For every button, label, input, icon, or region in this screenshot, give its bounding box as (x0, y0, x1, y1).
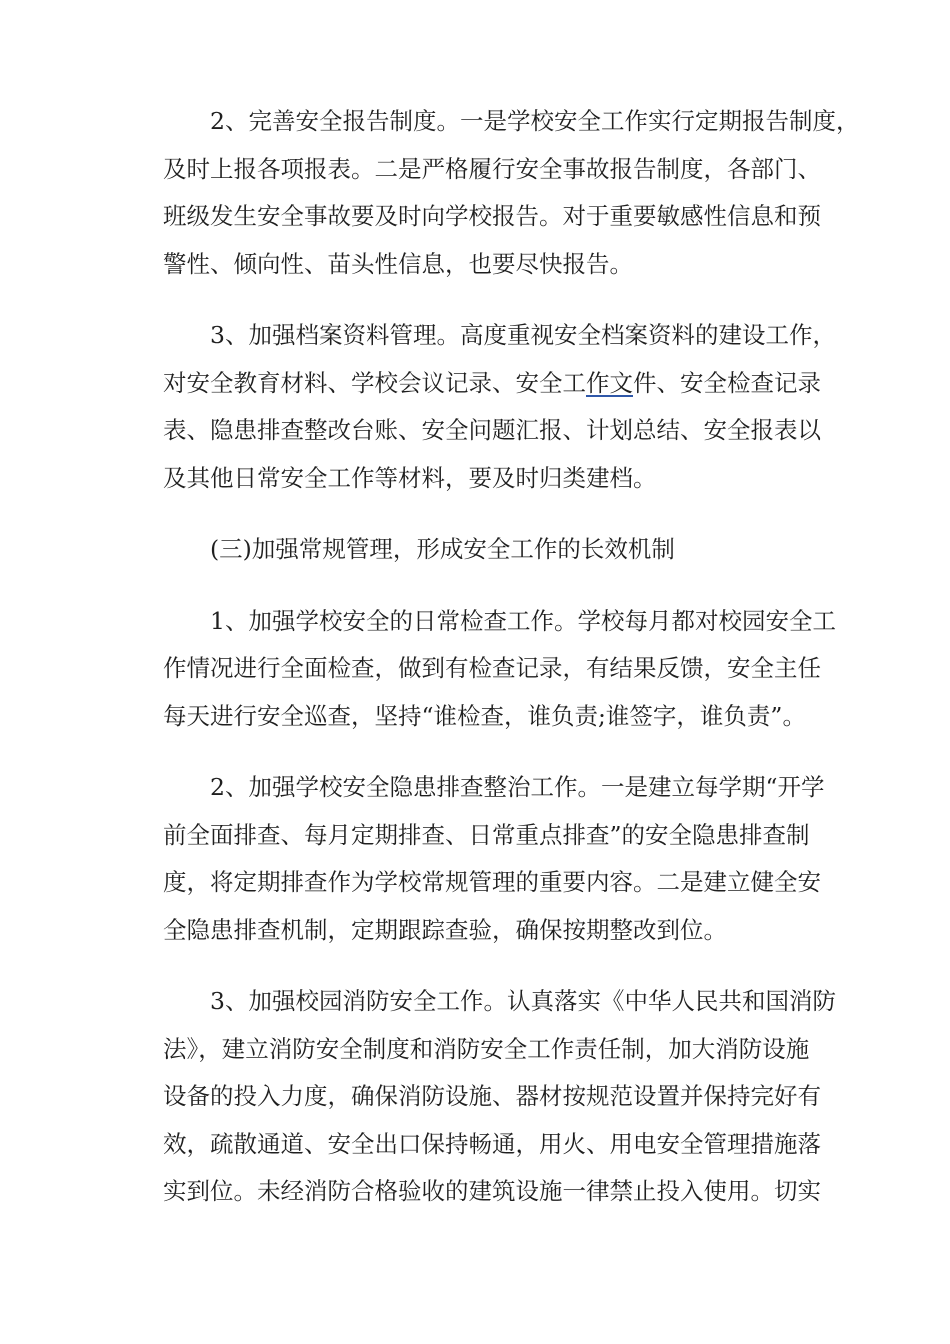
paragraph-fire-safety (163, 978, 836, 1216)
paragraph-line: 2、加强学校安全隐患排查整治工作。一是建立每学期“开学 (210, 773, 825, 801)
document-link[interactable]: 作文 (586, 368, 633, 397)
paragraph-archive-management (163, 312, 836, 502)
paragraph-line: 及时上报各项报表。二是严格履行安全事故报告制度，各部门、 (163, 154, 821, 183)
paragraph-line (163, 360, 821, 408)
section-heading-routine-management (163, 526, 803, 574)
paragraph-line: 设备的投入力度，确保消防设施、器材按规范设置并保持完好有 (163, 1082, 821, 1110)
paragraph-line: 全隐患排查机制，定期跟踪查验，确保按期整改到位。 (163, 915, 727, 944)
paragraph-line: 每天进行安全巡查，坚持“谁检查，谁负责;谁签字，谁负责”。 (163, 701, 806, 730)
body-text (163, 98, 860, 1240)
paragraph-line: 1、加强学校安全的日常检查工作。学校每月都对校园安全工 (210, 606, 836, 635)
section-heading: (三)加强常规管理，形成安全工作的长效机制 (210, 535, 675, 563)
paragraph-line: 实到位。未经消防合格验收的建筑设施一律禁止投入使用。切实 (163, 1177, 821, 1205)
paragraph-line: 效，疏散通道、安全出口保持畅通，用火、用电安全管理措施落 (163, 1129, 821, 1158)
paragraph-line: 2、完善安全报告制度。一是学校安全工作实行定期报告制度， (210, 107, 860, 135)
line-text-after-link: 件、安全检查记录 (633, 368, 821, 397)
paragraph-report-system (163, 98, 860, 288)
paragraph-line: 警性、倾向性、苗头性信息，也要尽快报告。 (163, 249, 633, 278)
paragraph-line: 3、加强档案资料管理。高度重视安全档案资料的建设工作， (210, 321, 836, 349)
paragraph-hazard-inspection (163, 764, 825, 954)
paragraph-daily-inspection (163, 598, 836, 741)
paragraph-line: 前全面排查、每月定期排查、日常重点排查”的安全隐患排查制 (163, 820, 810, 849)
paragraph-line: 作情况进行全面检查，做到有检查记录，有结果反馈，安全主任 (163, 654, 821, 682)
paragraph-line: 度，将定期排查作为学校常规管理的重要内容。二是建立健全安 (163, 868, 821, 896)
paragraph-line: 及其他日常安全工作等材料，要及时归类建档。 (163, 463, 657, 492)
paragraph-line: 班级发生安全事故要及时向学校报告。对于重要敏感性信息和预 (163, 202, 821, 230)
paragraph-line: 法》，建立消防安全制度和消防安全工作责任制，加大消防设施 (163, 1034, 810, 1063)
line-text-before-link: 对安全教育材料、学校会议记录、安全工 (163, 368, 586, 397)
paragraph-line: 3、加强校园消防安全工作。认真落实《中华人民共和国消防 (210, 987, 836, 1015)
paragraph-line: 表、隐患排查整改台账、安全问题汇报、计划总结、安全报表以 (163, 416, 821, 444)
